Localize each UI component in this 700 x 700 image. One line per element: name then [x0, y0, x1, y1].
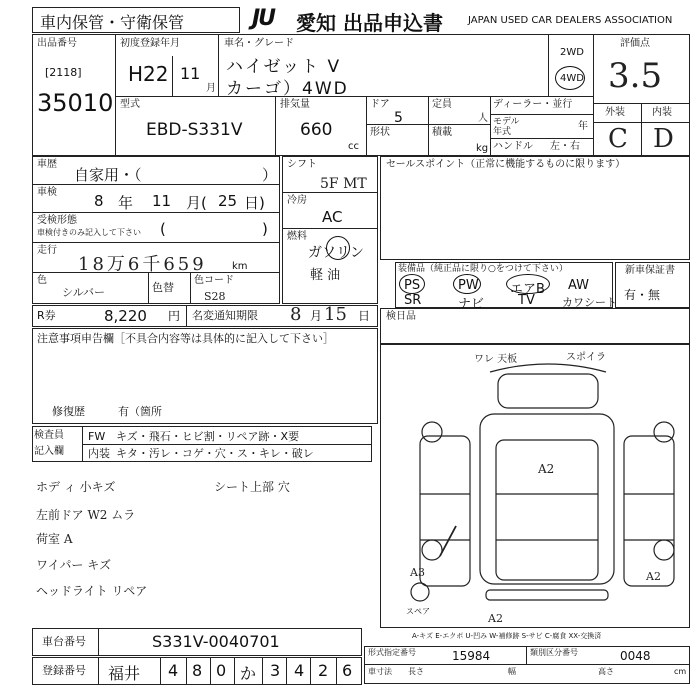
- shift-value: 5F MT: [320, 176, 367, 192]
- fw-label: FW: [88, 430, 106, 443]
- receive-open: (: [160, 220, 166, 238]
- equip-ps: PS: [404, 278, 421, 293]
- mileage-value: 18万6千659: [78, 254, 207, 275]
- note-2: シート上部 穴: [214, 480, 290, 494]
- dealer-label: ディーラー・並行: [493, 99, 573, 110]
- color-code: S28: [204, 290, 226, 303]
- recycle-label: R券: [37, 309, 56, 322]
- type-value: EBD-S331V: [146, 120, 243, 140]
- drive-2wd: 2WD: [560, 47, 584, 58]
- note-6: ヘッドライト リペア: [36, 584, 148, 598]
- plate-char-8: 6: [342, 661, 353, 680]
- model-year-label: モデル 年式: [493, 117, 520, 137]
- color-value: シルバー: [62, 286, 105, 299]
- chassis-value: S331V-0040701: [152, 632, 280, 651]
- insp-month-unit: 月(: [186, 194, 207, 212]
- fuel-label: 燃料: [287, 231, 307, 242]
- inspector-label-1: 検査員: [34, 430, 64, 441]
- first-reg-era: H22: [128, 62, 169, 86]
- disp-unit: cc: [348, 141, 359, 152]
- history-close: ）: [262, 166, 278, 184]
- ac-label: 冷房: [287, 195, 307, 206]
- repaint-label: 色替: [152, 281, 174, 294]
- int-items: キタ・汚レ・コゲ・穴・ス・キレ・破レ: [116, 447, 314, 460]
- plate-char-3: 0: [216, 661, 227, 680]
- repair-label: 修復歴: [52, 405, 85, 418]
- equipment-label: 装備品（純正品に限り○をつけて下さい）: [398, 264, 568, 274]
- recycle-unit: 円: [168, 309, 181, 323]
- ju-logo: JU: [252, 6, 275, 31]
- lot-sub: [2118]: [45, 66, 82, 79]
- grade-score: 3.5: [608, 56, 663, 96]
- equip-ps-circle: [399, 274, 425, 294]
- equip-tv: TV: [518, 293, 535, 308]
- diag-label-2: スポイラ: [566, 352, 606, 363]
- size-label: 車寸法: [368, 667, 392, 676]
- cap-label: 定員: [432, 99, 452, 110]
- lot-label: 出品番号: [37, 38, 77, 49]
- spec-value-1: 15984: [452, 649, 491, 663]
- chassis-label: 車台番号: [42, 635, 86, 648]
- insp-day-unit: 日): [244, 194, 265, 212]
- diag-label-4: A3: [410, 566, 425, 579]
- diag-label-3: A2: [538, 462, 555, 476]
- door-label: ドア: [370, 99, 390, 110]
- disp-label: 排気量: [280, 99, 310, 110]
- first-reg-month: 11: [180, 64, 201, 83]
- history-value: 自家用・（: [74, 166, 142, 184]
- equip-airbag-circle: [506, 274, 550, 294]
- caution-label: 注意事項申告欄［不具合内容等は具体的に記入して下さい］: [37, 332, 334, 345]
- first-reg-label: 初度登録年月: [120, 38, 180, 49]
- drive-4wd-circle: [555, 66, 585, 90]
- plate-char-4: か: [240, 664, 257, 683]
- type-label: 型式: [120, 99, 140, 110]
- door-value: 5: [394, 110, 403, 126]
- notice-month: 8: [290, 304, 302, 325]
- model-label: 車名・グレード: [224, 38, 294, 49]
- grade-ext: C: [608, 124, 628, 154]
- inspector-label-2: 記入欄: [34, 446, 64, 457]
- spec-label-1: 形式指定番号: [368, 648, 416, 657]
- fuel-circle: [326, 236, 350, 260]
- receive-label: 受検形態: [37, 215, 77, 226]
- warranty-label: 新車保証書: [625, 265, 675, 276]
- equip-seat: カワシート: [562, 296, 617, 309]
- insp-day: 25: [218, 192, 238, 210]
- repair-value: 有（箇所: [118, 405, 162, 418]
- inspector-date-label: 検日品: [386, 311, 416, 322]
- note-4: 荷室 A: [36, 532, 73, 546]
- handle-label: ハンドル: [493, 141, 533, 152]
- notice-label: 名変通知期限: [192, 309, 258, 322]
- disp-value: 660: [300, 120, 333, 140]
- equip-airbag: エアB: [510, 282, 545, 297]
- plate-char-5: 3: [270, 661, 281, 680]
- warranty-value: 有・無: [624, 288, 661, 302]
- sales-frame: [380, 156, 690, 260]
- size-unit: cm: [674, 667, 687, 676]
- recycle-value: 8,220: [104, 307, 147, 325]
- spec-value-2: 0048: [620, 649, 651, 663]
- grade-int: D: [653, 124, 674, 154]
- car-diagram: [380, 344, 690, 628]
- plate-label: 登録番号: [42, 664, 86, 677]
- note-5: ワイパー キズ: [36, 558, 111, 572]
- mileage-label: 走行: [37, 245, 57, 256]
- fuel-diesel: 軽 油: [310, 268, 341, 283]
- model-line2: カーゴ）4WD: [226, 79, 349, 99]
- spec-label-2: 類別区分番号: [530, 648, 578, 657]
- form-title: 愛知 出品申込書: [296, 11, 443, 35]
- length-label: 長さ: [408, 667, 424, 676]
- storage-label: 車内保管・守衛保管: [40, 13, 185, 32]
- note-3: 左前ドア W2 ムラ: [36, 508, 136, 522]
- history-label: 車歴: [37, 159, 57, 170]
- equip-sr: SR: [404, 293, 422, 308]
- plate-char-2: 8: [192, 661, 203, 680]
- lot-number: 35010: [37, 89, 114, 117]
- insp-year-unit: 年: [118, 194, 134, 212]
- insp-year: 8: [94, 192, 104, 210]
- shape-label: 形状: [370, 127, 390, 138]
- diagram-legend: A-キズ E-エクボ U-凹み W-補修跡 S-サビ C-腐食 XX-交換済: [412, 632, 602, 640]
- notice-day: 15: [324, 304, 347, 325]
- color-label: 色: [37, 275, 47, 286]
- inspection-label: 車検: [37, 187, 57, 198]
- spare-label: スペア: [406, 607, 430, 616]
- receive-note: 車検付きのみ記入して下さい: [37, 228, 141, 237]
- equip-pw: PW: [458, 278, 479, 293]
- load-label: 積載: [432, 127, 452, 138]
- grade-int-label: 内装: [652, 107, 672, 118]
- equip-pw-circle: [453, 274, 481, 294]
- receive-close: ): [262, 220, 268, 238]
- mileage-unit: km: [232, 261, 248, 272]
- color-code-label: 色コード: [194, 275, 234, 286]
- year-unit: 年: [578, 121, 588, 132]
- plate-char-6: 4: [294, 661, 305, 680]
- notice-month-unit: 月: [310, 309, 323, 323]
- insp-month: 11: [152, 192, 172, 210]
- int-label: 内装: [88, 447, 110, 460]
- grade-label: 評価点: [620, 38, 650, 49]
- equip-navi: ナビ: [458, 297, 485, 312]
- ac-value: AC: [322, 208, 343, 226]
- association-name: JAPAN USED CAR DEALERS ASSOCIATION: [468, 15, 673, 26]
- note-1: ホデ ィ 小キズ: [36, 480, 116, 494]
- first-reg-month-unit: 月: [206, 83, 216, 94]
- fw-items: キズ・飛石・ヒビ割・リペア跡・X要: [116, 430, 300, 443]
- handle-value: 左・右: [550, 141, 580, 152]
- load-unit: kg: [476, 143, 489, 154]
- plate-region: 福井: [108, 664, 141, 683]
- diag-label-5: A2: [646, 570, 661, 583]
- shift-label: シフト: [287, 159, 317, 170]
- diag-label-1: ワレ 天板: [474, 354, 518, 365]
- inspector-date-frame: [380, 308, 690, 344]
- model-line1: ハイゼット V: [226, 57, 342, 77]
- equip-aw: AW: [568, 278, 590, 293]
- height-label: 高さ: [598, 667, 614, 676]
- fuel-gasoline: ガソリン: [308, 245, 364, 261]
- notice-day-unit: 日: [358, 309, 371, 323]
- plate-char-1: 4: [168, 661, 179, 680]
- drive-4wd: 4WD: [560, 73, 584, 84]
- sales-point-label: セールスポイント（正常に機能するものに限ります）: [386, 159, 626, 170]
- plate-char-7: 2: [318, 661, 329, 680]
- cap-unit: 人: [478, 113, 488, 124]
- diag-label-6: A2: [488, 612, 503, 625]
- width-label: 幅: [508, 667, 516, 676]
- grade-ext-label: 外装: [605, 107, 625, 118]
